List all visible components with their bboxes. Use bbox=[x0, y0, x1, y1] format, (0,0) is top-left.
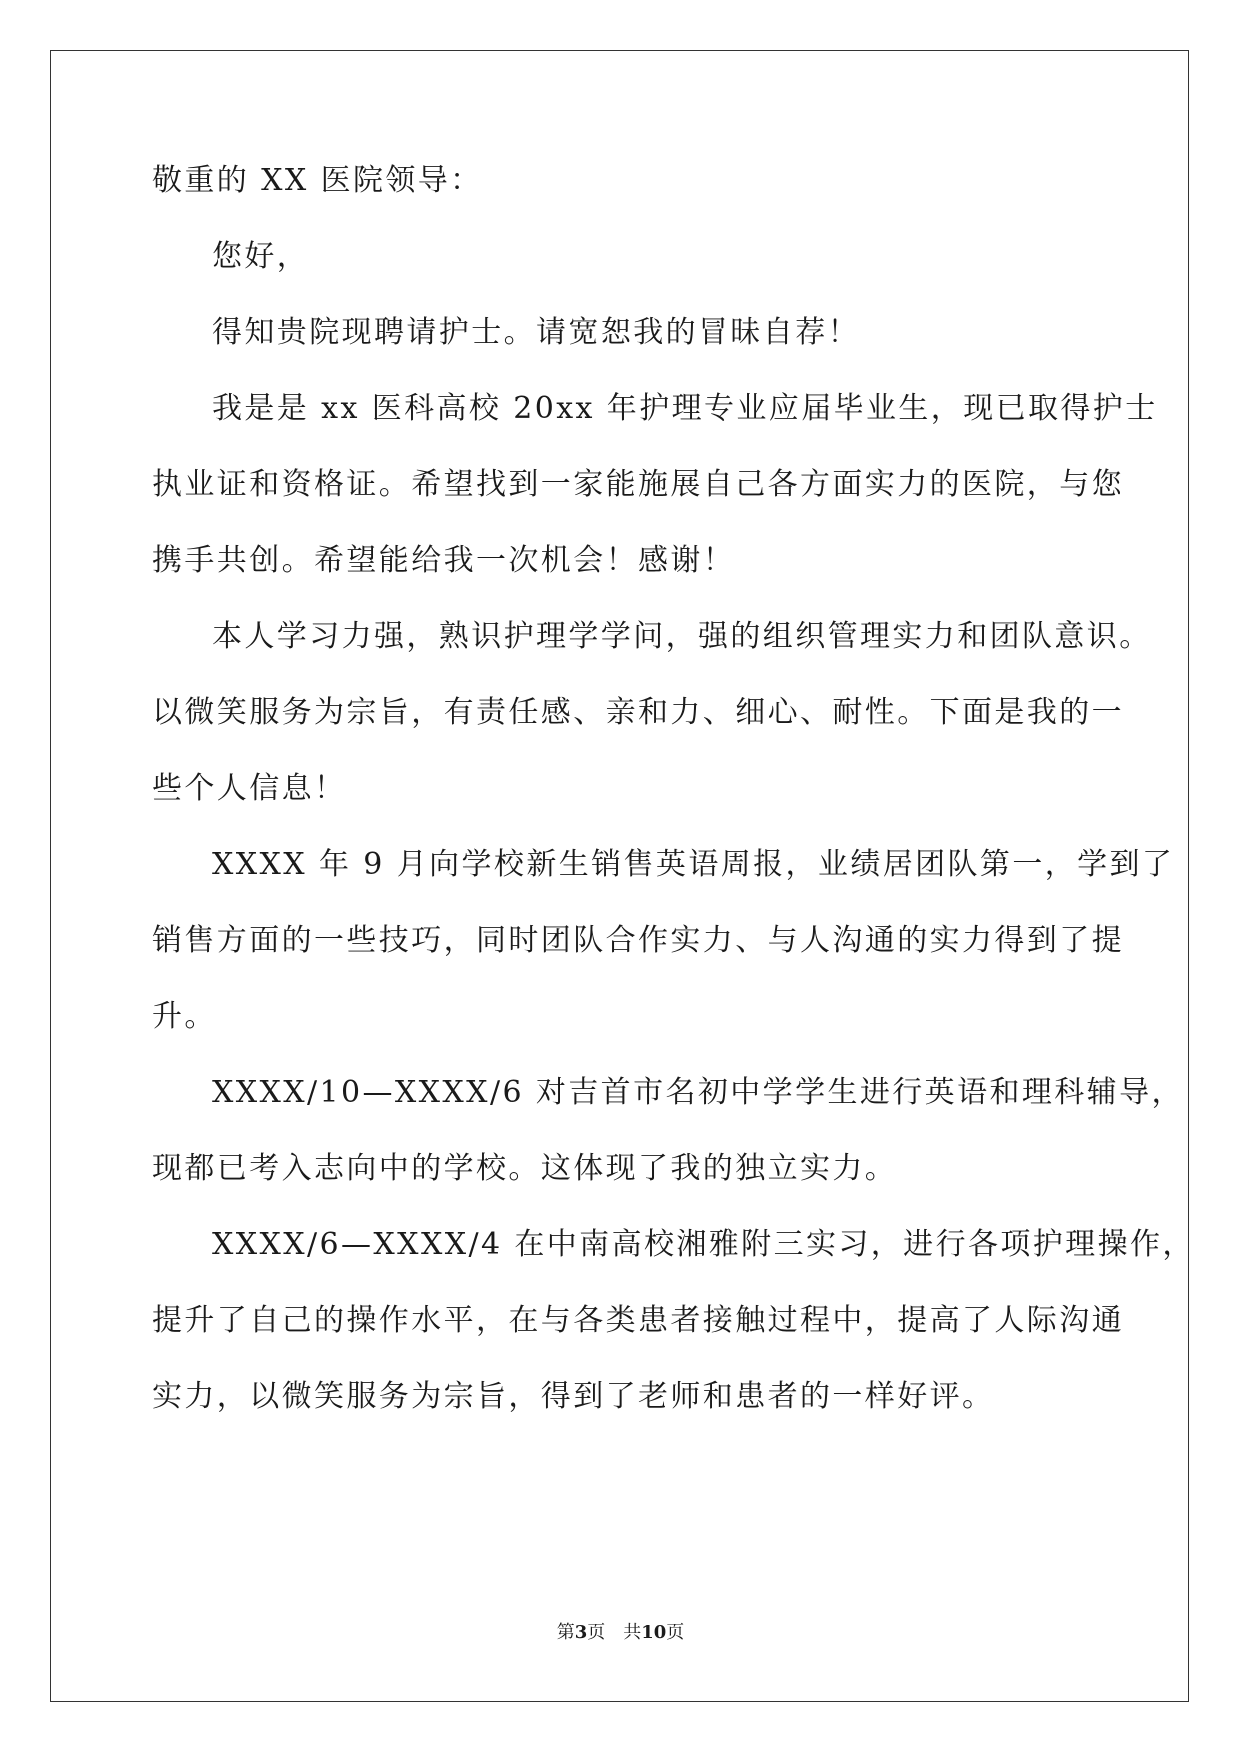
paragraph-3-line-2: 以微笑服务为宗旨，有责任感、亲和力、细心、耐性。下面是我的一 bbox=[152, 695, 1124, 730]
total-suffix: 页 bbox=[666, 1622, 685, 1643]
paragraph-6-line-1: XXXX/6—XXXX/4 在中南高校湘雅附三实习，进行各项护理操作， bbox=[212, 1227, 1195, 1262]
current-page-number: 3 bbox=[574, 1622, 588, 1643]
paragraph-2-line-1: 我是是 xx 医科高校 20xx 年护理专业应届毕业生，现已取得护士 bbox=[212, 391, 1158, 426]
total-prefix: 共 bbox=[623, 1622, 642, 1643]
paragraph-5-line-2: 现都已考入志向中的学校。这体现了我的独立实力。 bbox=[152, 1151, 898, 1186]
total-pages-number: 10 bbox=[641, 1622, 667, 1643]
paragraph-4-line-2: 销售方面的一些技巧，同时团队合作实力、与人沟通的实力得到了提 bbox=[152, 923, 1124, 958]
paragraph-1-line-1: 得知贵院现聘请护士。请宽恕我的冒昧自荐！ bbox=[212, 315, 860, 350]
page-suffix: 页 bbox=[587, 1622, 606, 1643]
page-prefix: 第 bbox=[556, 1622, 575, 1643]
paragraph-4-line-1: XXXX 年 9 月向学校新生销售英语周报，业绩居团队第一，学到了 bbox=[212, 847, 1175, 882]
paragraph-2-line-3: 携手共创。希望能给我一次机会！感谢！ bbox=[152, 543, 736, 578]
paragraph-4-line-3: 升。 bbox=[152, 999, 217, 1034]
paragraph-6-line-3: 实力，以微笑服务为宗旨，得到了老师和患者的一样好评。 bbox=[152, 1379, 995, 1414]
paragraph-3-line-1: 本人学习力强，熟识护理学学问，强的组织管理实力和团队意识。 bbox=[212, 619, 1152, 654]
paragraph-6-line-2: 提升了自己的操作水平，在与各类患者接触过程中，提高了人际沟通 bbox=[152, 1303, 1124, 1338]
page-footer bbox=[0, 1622, 1241, 1644]
greeting: 您好， bbox=[212, 239, 310, 274]
paragraph-5-line-1: XXXX/10—XXXX/6 对吉首市名初中学学生进行英语和理科辅导， bbox=[212, 1075, 1184, 1110]
paragraph-3-line-3: 些个人信息！ bbox=[152, 771, 347, 806]
paragraph-2-line-2: 执业证和资格证。希望找到一家能施展自己各方面实力的医院，与您 bbox=[152, 467, 1124, 502]
salutation: 敬重的 XX 医院领导： bbox=[152, 163, 483, 198]
